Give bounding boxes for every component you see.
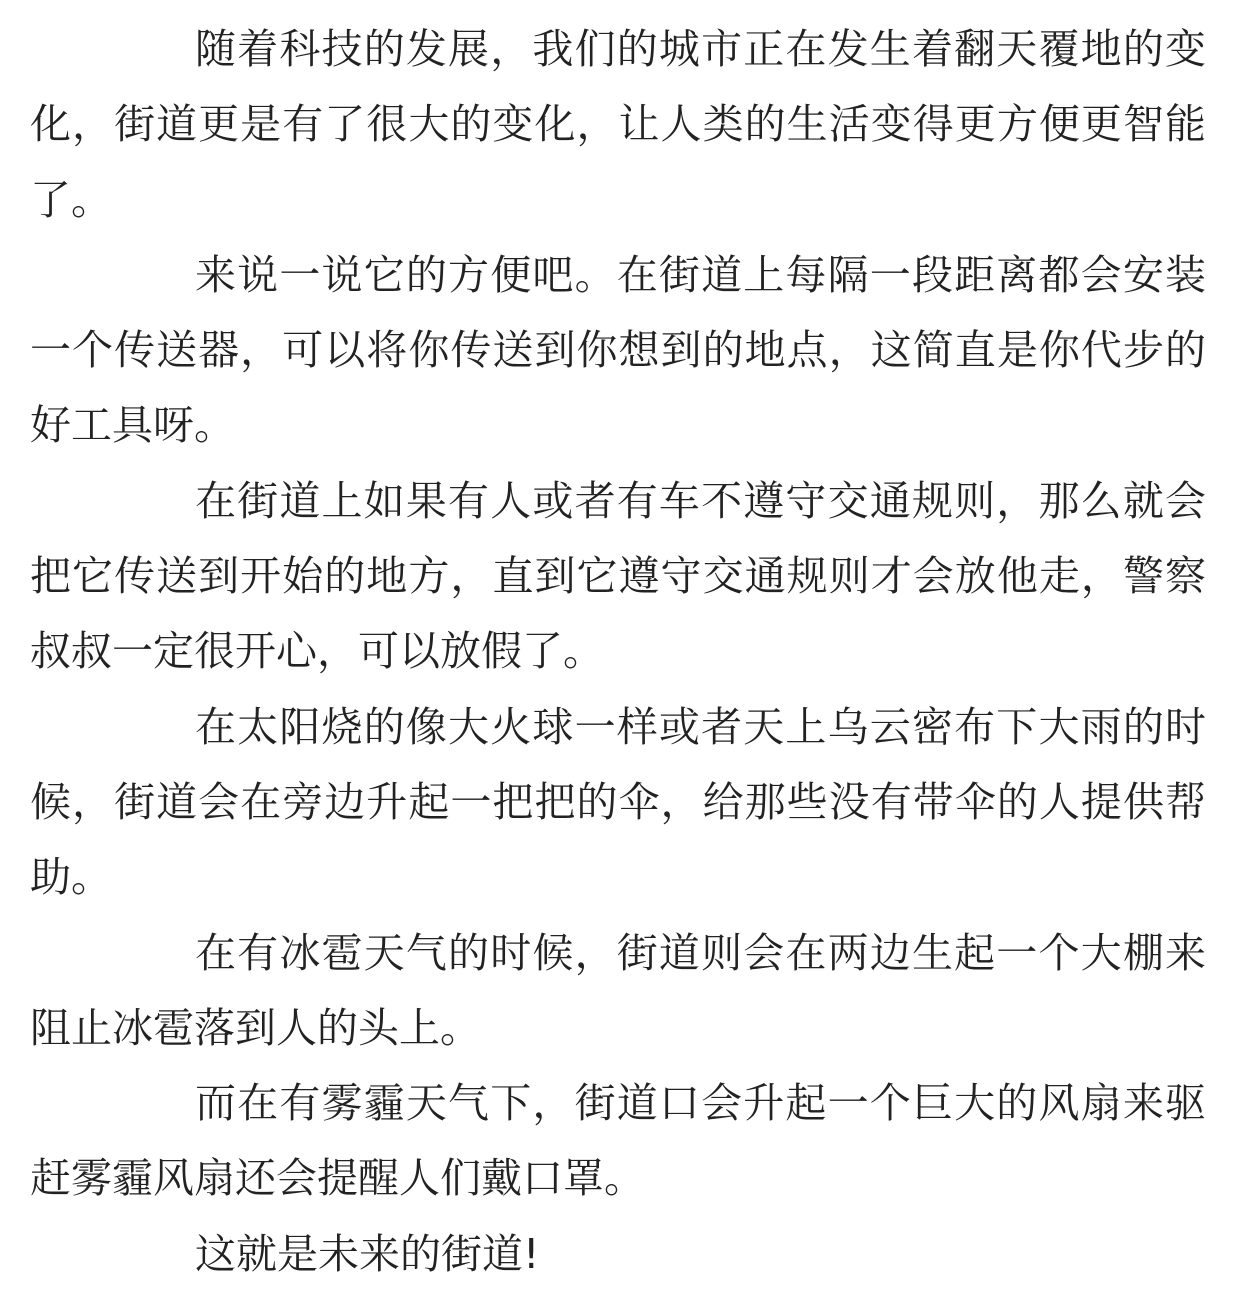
paragraph-5: 在有冰雹天气的时候，街道则会在两边生起一个大棚来阻止冰雹落到人的头上。: [30, 928, 1206, 1052]
paragraph-4: 在太阳烧的像大火球一样或者天上乌云密布下大雨的时候，街道会在旁边升起一把把的伞，给那些没有带伞的人提供帮助。: [30, 702, 1206, 902]
paragraph-1: 随着科技的发展，我们的城市正在发生着翻天覆地的变化，街道更是有了很大的变化，让人类的生活变得更方便更智能了。: [30, 25, 1206, 224]
paragraph-6: 而在有雾霾天气下，街道口会升起一个巨大的风扇来驱赶雾霾风扇还会提醒人们戴口罩。: [30, 1079, 1206, 1203]
paragraph-7: 这就是未来的街道!: [195, 1229, 540, 1278]
paragraph-3: 在街道上如果有人或者有车不遵守交通规则，那么就会把它传送到开始的地方，直到它遵守交通规则才会放他走，警察叔叔一定很开心，可以放假了。: [30, 476, 1206, 676]
article-body: [30, 12, 1206, 1292]
paragraph-2: 来说一说它的方便吧。在街道上每隔一段距离都会安装一个传送器，可以将你传送到你想到的地点，这简直是你代步的好工具呀。: [30, 250, 1206, 450]
